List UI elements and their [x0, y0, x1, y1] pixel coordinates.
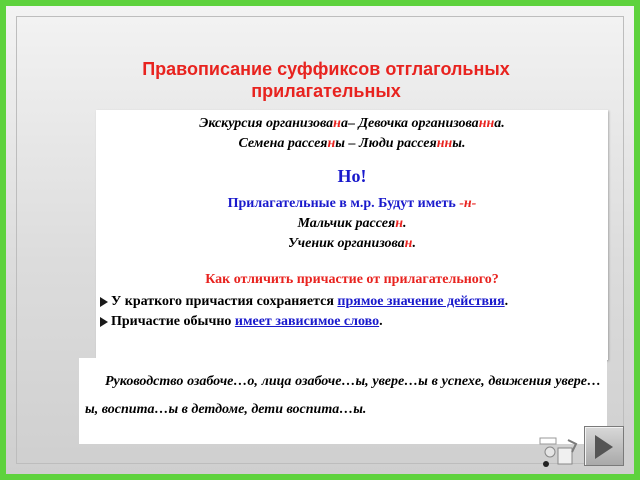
example-1-part-c: а. [494, 116, 505, 131]
next-slide-button[interactable] [584, 426, 624, 466]
bullet-arrow-icon [100, 317, 108, 327]
rule-line [96, 196, 608, 212]
figure-clipart-icon [538, 434, 580, 470]
rule-example-2-suffix: н [404, 236, 413, 251]
example-line-1 [96, 116, 608, 132]
rule-content-box [96, 110, 608, 360]
example-1-part-b: а– Девочка организова [340, 116, 479, 131]
rule-example-2-end: . [412, 236, 416, 251]
but-heading: Но! [337, 166, 367, 186]
example-1-suffix-b: нн [478, 116, 495, 131]
rule-example-1 [96, 216, 608, 232]
rule-suffix: -н- [459, 196, 477, 211]
bullet-item [100, 294, 508, 310]
rule-example-1-end: . [402, 216, 407, 231]
rule-example-1-suffix: н [395, 216, 403, 231]
bullet-1-text: У краткого причастия сохраняется [111, 294, 338, 309]
question-heading: Как отличить причастие от прилагательного? [205, 272, 499, 287]
example-2-part-a: Семена рассея [238, 136, 328, 151]
example-1-suffix-a: н [333, 116, 341, 131]
example-line-2 [96, 136, 608, 152]
rule-example-2 [96, 236, 608, 252]
exercise-text: Руководство озабоче…о, лица озабоче…ы, увере…ы в успехе, движения увере…ы, воспита…ы в детдоме, дети воспита…ы. [85, 374, 601, 417]
example-2-part-c: ы. [452, 136, 466, 151]
example-2-suffix-b: нн [436, 136, 453, 151]
rule-text: Прилагательные в м.р. Будут иметь [227, 196, 460, 211]
bullet-1-underlined: прямое значение действия [337, 294, 505, 309]
example-1-part-a: Экскурсия организова [199, 116, 334, 131]
bullet-1-end: . [504, 294, 509, 309]
example-2-suffix-a: н [327, 136, 336, 151]
next-slide-triangle-icon [595, 435, 613, 459]
example-2-part-b: ы – Люди рассея [335, 136, 437, 151]
bullet-item [100, 314, 383, 330]
rule-example-1-stem: Мальчик рассея [297, 216, 396, 231]
bullet-2-underlined: имеет зависимое слово [234, 314, 380, 329]
bullet-arrow-icon [100, 297, 108, 307]
slide-title: Правописание суффиксов отглагольных прилагательных [142, 59, 510, 101]
exercise-box [79, 358, 607, 444]
bullet-2-end: . [379, 314, 383, 329]
rule-example-2-stem: Ученик организова [288, 236, 405, 251]
bullet-2-text: Причастие обычно [111, 314, 235, 329]
